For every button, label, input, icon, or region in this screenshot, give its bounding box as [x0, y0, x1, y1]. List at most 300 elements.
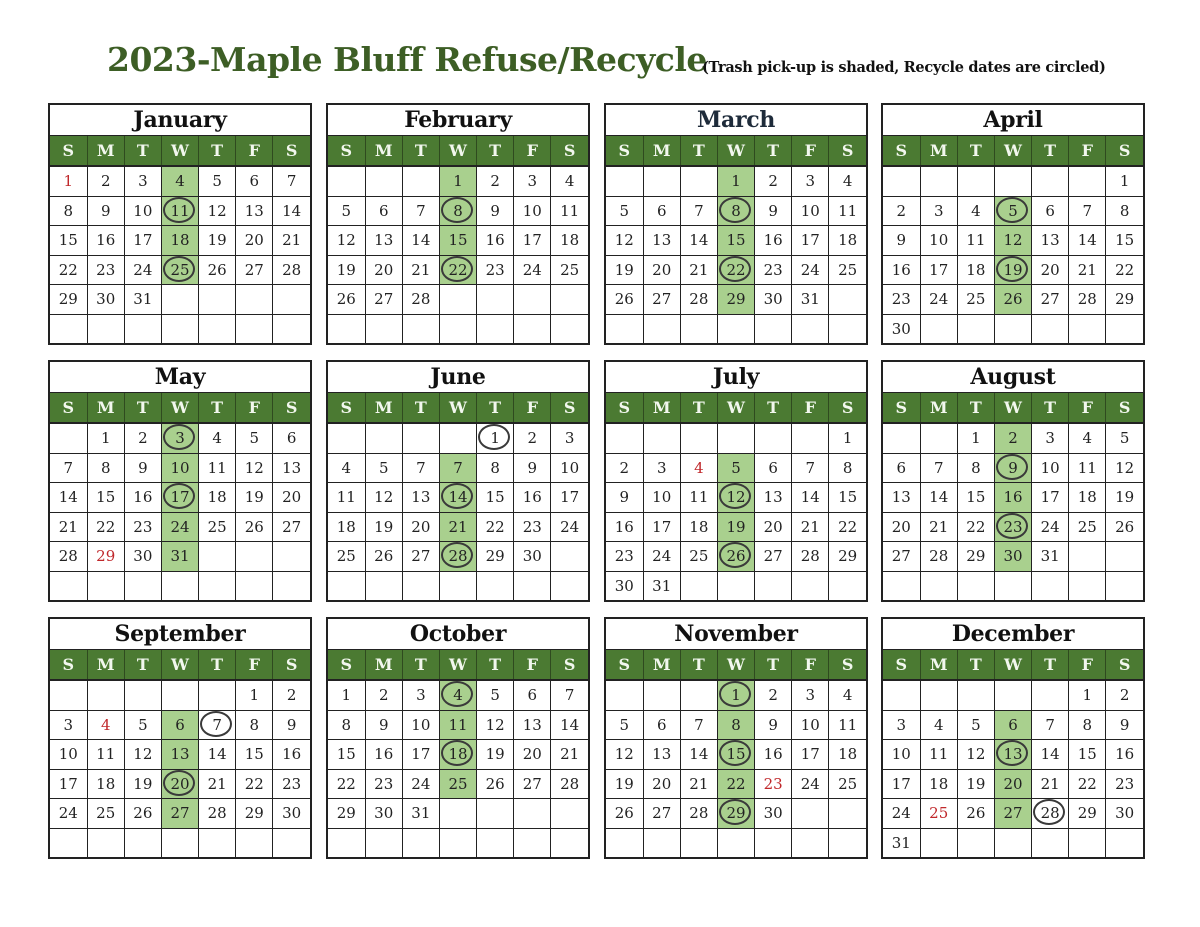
day-cell: [199, 512, 236, 542]
week-row: [883, 423, 1143, 453]
day-number: 16: [763, 745, 783, 764]
empty-day-cell: [755, 423, 792, 453]
empty-day-cell: [514, 285, 551, 315]
weekday-label: T: [957, 393, 994, 423]
empty-day-cell: [161, 828, 198, 857]
day-cell: [920, 255, 957, 285]
day-number: 30: [1115, 804, 1135, 823]
empty-day-cell: [273, 571, 310, 600]
recycle-circle-icon: [719, 542, 751, 568]
empty-day-cell: [755, 314, 792, 343]
day-cell: [792, 255, 829, 285]
empty-day-cell: [1106, 542, 1143, 572]
day-cell: [236, 799, 273, 829]
day-number: 5: [490, 686, 500, 705]
day-cell: [792, 226, 829, 256]
day-number: 31: [1040, 547, 1060, 566]
day-cell: [957, 285, 994, 315]
day-cell: [755, 680, 792, 710]
day-number: 7: [694, 201, 704, 220]
weekday-label: W: [439, 393, 476, 423]
week-row: [883, 285, 1143, 315]
empty-day-cell: [1032, 680, 1069, 710]
empty-day-cell: [87, 314, 124, 343]
day-number: 1: [341, 686, 352, 705]
empty-day-cell: [402, 166, 439, 196]
day-number: 27: [891, 547, 911, 566]
day-cell: [883, 285, 920, 315]
day-number: 3: [933, 201, 944, 220]
day-cell: [994, 285, 1031, 315]
day-cell: [994, 196, 1031, 226]
empty-day-cell: [50, 314, 87, 343]
day-cell: [717, 799, 754, 829]
day-number: 12: [244, 458, 264, 477]
day-number: 23: [522, 517, 542, 536]
recycle-circle-icon: [441, 542, 473, 568]
day-number: 1: [842, 429, 853, 448]
day-number: 13: [244, 201, 264, 220]
empty-day-cell: [829, 314, 866, 343]
day-cell: [199, 710, 236, 740]
day-cell: [199, 453, 236, 483]
day-number: 29: [96, 547, 116, 566]
empty-day-cell: [365, 828, 402, 857]
day-cell: [1106, 483, 1143, 513]
day-number: 18: [1077, 488, 1097, 507]
day-number: 2: [1119, 686, 1130, 705]
empty-day-cell: [551, 285, 588, 315]
day-cell: [680, 710, 717, 740]
day-number: 10: [800, 715, 820, 734]
day-cell: [273, 799, 310, 829]
weekday-label: F: [792, 136, 829, 166]
day-number: 19: [244, 488, 264, 507]
day-cell: [273, 740, 310, 770]
day-cell: [87, 710, 124, 740]
empty-day-cell: [883, 423, 920, 453]
day-number: 19: [726, 517, 746, 536]
day-number: 21: [800, 517, 820, 536]
day-number: 28: [689, 290, 709, 309]
empty-day-cell: [755, 571, 792, 600]
empty-day-cell: [365, 423, 402, 453]
empty-day-cell: [1106, 571, 1143, 600]
day-cell: [643, 799, 680, 829]
recycle-circle-icon: [996, 256, 1028, 282]
week-row: [50, 423, 310, 453]
empty-day-cell: [606, 423, 643, 453]
day-cell: [124, 285, 161, 315]
day-number: 27: [1040, 290, 1060, 309]
day-number: 25: [560, 260, 580, 279]
day-cell: [514, 423, 551, 453]
day-number: 17: [133, 231, 153, 250]
recycle-circle-icon: [996, 197, 1028, 223]
day-number: 14: [1040, 745, 1060, 764]
weekday-label: W: [161, 136, 198, 166]
day-cell: [161, 166, 198, 196]
day-cell: [365, 285, 402, 315]
day-cell: [1106, 226, 1143, 256]
day-cell: [643, 542, 680, 572]
weekday-label: F: [236, 393, 273, 423]
day-cell: [551, 255, 588, 285]
empty-day-cell: [957, 680, 994, 710]
empty-day-cell: [236, 828, 273, 857]
day-number: 19: [133, 774, 153, 793]
week-row: [50, 740, 310, 770]
weekday-label: F: [514, 393, 551, 423]
day-cell: [199, 769, 236, 799]
day-cell: [957, 226, 994, 256]
month-name: July: [606, 362, 866, 393]
empty-day-cell: [883, 166, 920, 196]
week-row: [883, 828, 1143, 857]
day-number: 20: [652, 260, 672, 279]
day-number: 12: [485, 715, 505, 734]
day-number: 9: [1008, 458, 1018, 477]
empty-day-cell: [957, 166, 994, 196]
day-number: 21: [58, 517, 78, 536]
empty-day-cell: [199, 285, 236, 315]
day-number: 14: [207, 745, 227, 764]
day-cell: [883, 196, 920, 226]
day-cell: [161, 423, 198, 453]
day-cell: [755, 512, 792, 542]
day-number: 16: [614, 517, 634, 536]
day-number: 3: [1045, 429, 1055, 448]
day-cell: [643, 740, 680, 770]
day-number: 29: [1077, 804, 1097, 823]
day-cell: [755, 769, 792, 799]
day-number: 8: [731, 201, 741, 220]
month-august: [881, 360, 1145, 602]
day-number: 11: [966, 231, 986, 250]
day-number: 14: [560, 715, 580, 734]
month-name: November: [606, 619, 866, 650]
empty-day-cell: [365, 166, 402, 196]
week-row: [883, 710, 1143, 740]
weekday-label: T: [477, 136, 514, 166]
day-cell: [273, 512, 310, 542]
day-cell: [365, 680, 402, 710]
day-cell: [273, 710, 310, 740]
weekday-label: T: [755, 136, 792, 166]
day-cell: [829, 710, 866, 740]
day-number: 11: [689, 488, 709, 507]
recycle-circle-icon: [719, 197, 751, 223]
day-cell: [551, 226, 588, 256]
day-cell: [328, 196, 365, 226]
day-number: 23: [614, 547, 634, 566]
day-cell: [199, 226, 236, 256]
day-number: 19: [614, 774, 634, 793]
day-cell: [717, 710, 754, 740]
day-cell: [365, 255, 402, 285]
day-number: 25: [207, 517, 227, 536]
day-cell: [50, 740, 87, 770]
weekday-header-row: [606, 136, 866, 166]
day-number: 16: [1003, 488, 1023, 507]
day-number: 22: [485, 517, 505, 536]
day-number: 29: [966, 547, 986, 566]
day-number: 13: [1040, 231, 1060, 250]
day-number: 13: [522, 715, 542, 734]
empty-day-cell: [439, 799, 476, 829]
day-number: 18: [838, 745, 858, 764]
day-number: 17: [800, 231, 820, 250]
legend-note: (Trash pick-up is shaded, Recycle dates are circled): [702, 59, 1106, 76]
day-number: 18: [207, 488, 227, 507]
day-cell: [236, 680, 273, 710]
day-number: 29: [726, 290, 746, 309]
empty-day-cell: [994, 680, 1031, 710]
week-row: [883, 512, 1143, 542]
day-cell: [829, 740, 866, 770]
day-cell: [957, 710, 994, 740]
weekday-label: W: [161, 393, 198, 423]
empty-day-cell: [328, 166, 365, 196]
day-cell: [402, 542, 439, 572]
day-number: 28: [58, 547, 78, 566]
day-cell: [792, 542, 829, 572]
day-cell: [236, 226, 273, 256]
day-number: 10: [652, 488, 672, 507]
day-number: 21: [448, 517, 468, 536]
day-number: 6: [378, 201, 389, 220]
day-cell: [161, 799, 198, 829]
day-number: 14: [1077, 231, 1097, 250]
day-cell: [792, 453, 829, 483]
weekday-label: S: [50, 136, 87, 166]
day-cell: [1069, 512, 1106, 542]
day-number: 8: [731, 715, 741, 734]
day-number: 29: [58, 290, 78, 309]
day-cell: [1032, 512, 1069, 542]
weekday-label: W: [717, 136, 754, 166]
recycle-circle-icon: [719, 256, 751, 282]
month-july: [604, 360, 868, 602]
day-cell: [50, 799, 87, 829]
day-cell: [551, 680, 588, 710]
day-number: 13: [763, 488, 783, 507]
day-cell: [1032, 226, 1069, 256]
day-cell: [792, 166, 829, 196]
day-cell: [236, 483, 273, 513]
weekday-label: S: [829, 136, 866, 166]
day-cell: [236, 196, 273, 226]
empty-day-cell: [402, 423, 439, 453]
week-row: [328, 423, 588, 453]
day-number: 20: [1040, 260, 1060, 279]
day-number: 27: [763, 547, 783, 566]
empty-day-cell: [606, 828, 643, 857]
empty-day-cell: [606, 314, 643, 343]
day-cell: [1069, 226, 1106, 256]
day-cell: [792, 512, 829, 542]
day-number: 21: [560, 745, 580, 764]
weekday-label: S: [829, 650, 866, 680]
day-cell: [883, 769, 920, 799]
day-number: 12: [614, 745, 634, 764]
day-number: 12: [336, 231, 356, 250]
day-cell: [477, 680, 514, 710]
week-row: [50, 255, 310, 285]
empty-day-cell: [883, 571, 920, 600]
recycle-circle-icon: [441, 256, 473, 282]
day-number: 4: [175, 172, 185, 191]
day-number: 21: [411, 260, 431, 279]
empty-day-cell: [920, 423, 957, 453]
week-row: [50, 453, 310, 483]
day-number: 4: [453, 686, 463, 705]
empty-day-cell: [643, 423, 680, 453]
month-name: April: [883, 105, 1143, 136]
day-number: 29: [726, 804, 746, 823]
day-cell: [883, 483, 920, 513]
day-number: 28: [448, 547, 468, 566]
day-cell: [606, 255, 643, 285]
day-number: 5: [971, 715, 981, 734]
day-number: 23: [1003, 517, 1023, 536]
day-number: 31: [891, 833, 911, 852]
empty-day-cell: [792, 423, 829, 453]
week-row: [328, 285, 588, 315]
day-cell: [514, 542, 551, 572]
day-cell: [1032, 196, 1069, 226]
empty-day-cell: [643, 314, 680, 343]
week-row: [606, 314, 866, 343]
day-number: 30: [374, 804, 394, 823]
day-cell: [957, 542, 994, 572]
day-cell: [994, 542, 1031, 572]
day-number: 27: [652, 290, 672, 309]
month-february: [326, 103, 590, 345]
day-number: 19: [614, 260, 634, 279]
day-number: 7: [694, 715, 704, 734]
recycle-circle-icon: [719, 681, 751, 707]
weekday-label: F: [1069, 136, 1106, 166]
day-number: 13: [374, 231, 394, 250]
day-cell: [792, 769, 829, 799]
day-number: 26: [133, 804, 153, 823]
day-cell: [273, 166, 310, 196]
day-cell: [439, 680, 476, 710]
day-cell: [161, 483, 198, 513]
day-number: 22: [838, 517, 858, 536]
day-cell: [477, 196, 514, 226]
day-number: 20: [522, 745, 542, 764]
day-number: 8: [249, 715, 260, 734]
recycle-circle-icon: [719, 740, 751, 766]
day-cell: [439, 255, 476, 285]
day-number: 11: [448, 715, 468, 734]
day-cell: [1106, 285, 1143, 315]
day-cell: [1069, 740, 1106, 770]
day-cell: [994, 710, 1031, 740]
empty-day-cell: [199, 314, 236, 343]
day-number: 12: [726, 488, 746, 507]
empty-day-cell: [477, 314, 514, 343]
day-number: 6: [286, 429, 297, 448]
week-row: [606, 423, 866, 453]
week-row: [50, 226, 310, 256]
day-cell: [1106, 423, 1143, 453]
day-number: 24: [800, 260, 820, 279]
day-number: 24: [58, 804, 78, 823]
day-number: 30: [891, 319, 911, 338]
weekday-label: S: [829, 393, 866, 423]
day-number: 1: [249, 686, 260, 705]
page-title: 2023-Maple Bluff Refuse/Recycle: [107, 40, 707, 79]
day-cell: [87, 285, 124, 315]
day-cell: [365, 769, 402, 799]
day-number: 1: [731, 172, 741, 191]
day-number: 5: [212, 172, 222, 191]
empty-day-cell: [477, 799, 514, 829]
empty-day-cell: [273, 285, 310, 315]
day-cell: [124, 255, 161, 285]
week-row: [606, 542, 866, 572]
day-cell: [643, 285, 680, 315]
day-number: 19: [336, 260, 356, 279]
day-number: 3: [805, 686, 816, 705]
day-number: 12: [207, 201, 227, 220]
day-cell: [994, 453, 1031, 483]
empty-day-cell: [50, 571, 87, 600]
day-number: 22: [726, 260, 746, 279]
week-row: [606, 769, 866, 799]
day-cell: [755, 740, 792, 770]
day-cell: [199, 166, 236, 196]
day-cell: [161, 542, 198, 572]
day-cell: [161, 453, 198, 483]
day-cell: [1032, 710, 1069, 740]
day-number: 4: [842, 172, 853, 191]
empty-day-cell: [477, 571, 514, 600]
day-cell: [328, 542, 365, 572]
day-cell: [365, 196, 402, 226]
day-number: 26: [374, 547, 394, 566]
day-cell: [1069, 769, 1106, 799]
day-number: 10: [800, 201, 820, 220]
empty-day-cell: [994, 166, 1031, 196]
day-number: 9: [527, 458, 538, 477]
day-number: 22: [58, 260, 78, 279]
day-cell: [717, 680, 754, 710]
day-number: 5: [1008, 201, 1018, 220]
day-cell: [273, 423, 310, 453]
day-cell: [328, 769, 365, 799]
day-number: 17: [652, 517, 672, 536]
empty-day-cell: [920, 680, 957, 710]
day-number: 24: [1040, 517, 1060, 536]
day-cell: [1069, 196, 1106, 226]
weekday-label: T: [402, 136, 439, 166]
month-table: [606, 136, 866, 343]
week-row: [328, 571, 588, 600]
day-number: 26: [207, 260, 227, 279]
day-cell: [87, 226, 124, 256]
day-cell: [755, 542, 792, 572]
weekday-header-row: [328, 393, 588, 423]
day-cell: [124, 166, 161, 196]
day-cell: [717, 453, 754, 483]
day-number: 24: [170, 517, 190, 536]
empty-day-cell: [920, 314, 957, 343]
empty-day-cell: [273, 828, 310, 857]
